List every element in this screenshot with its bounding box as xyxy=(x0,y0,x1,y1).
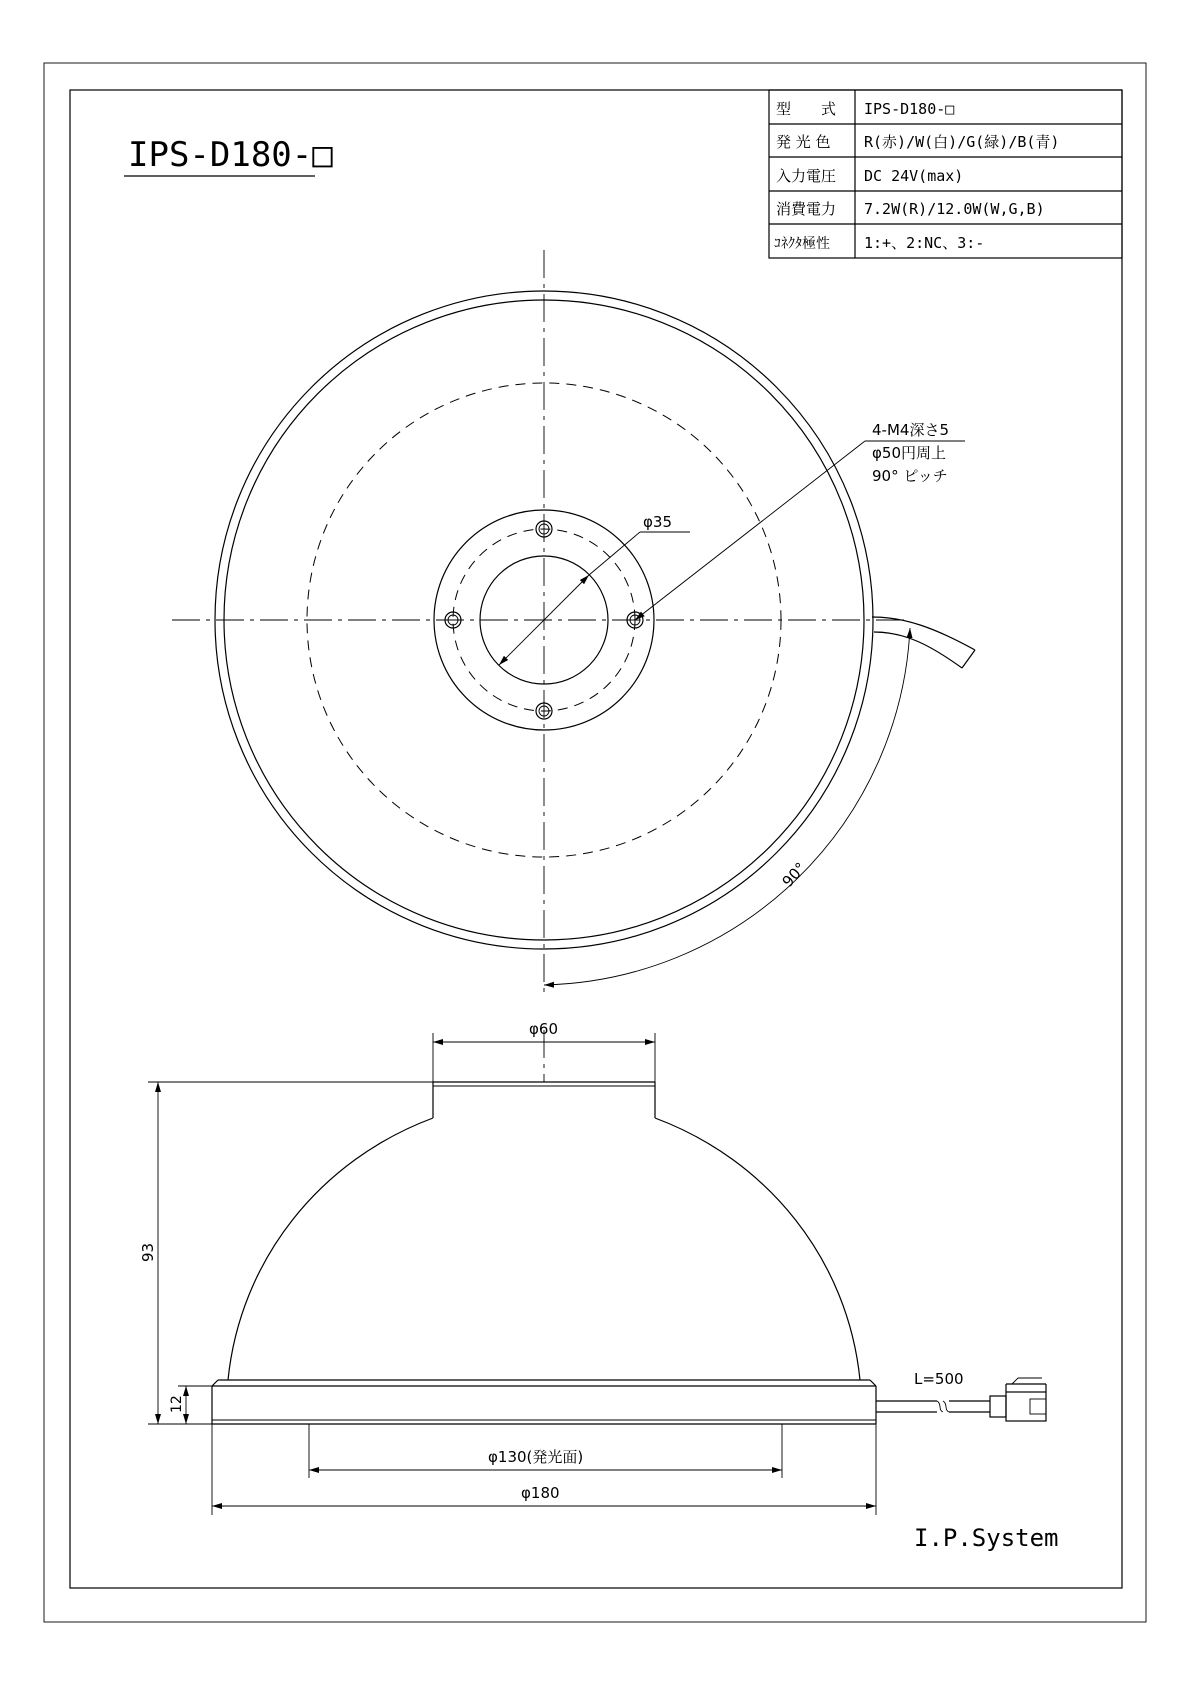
drawing-title: IPS-D180-□ xyxy=(128,135,333,175)
spec-label-power: 消費電力 xyxy=(776,200,837,218)
hole-note-line-1: 4-M4深さ5 xyxy=(872,421,949,439)
dome-left xyxy=(228,1118,433,1380)
angle-label: 90° xyxy=(778,858,810,891)
spec-label-model: 型 式 xyxy=(776,100,837,118)
spec-value-voltage: DC 24V(max) xyxy=(864,167,964,185)
base-chamfer-right xyxy=(870,1380,876,1386)
hole-note-line-2: φ50円周上 xyxy=(872,444,946,462)
top-view xyxy=(172,250,975,992)
connector-icon xyxy=(990,1378,1046,1421)
base-chamfer-left xyxy=(212,1380,218,1386)
spec-value-power: 7.2W(R)/12.0W(W,G,B) xyxy=(864,200,1045,218)
inner-dia-label: φ35 xyxy=(643,513,672,531)
cable-top-edge xyxy=(872,617,975,650)
side-view xyxy=(139,1020,1046,1515)
cable-bottom-edge xyxy=(874,632,962,668)
top-dia-label: φ60 xyxy=(529,1020,558,1038)
base-height-label: 12 xyxy=(169,1395,185,1413)
spec-label-polarity: ｺﾈｸﾀ極性 xyxy=(774,236,830,252)
spec-value-polarity: 1:+、2:NC、3:- xyxy=(864,234,985,252)
outer-dia-label: φ180 xyxy=(521,1484,560,1502)
spec-label-color: 発 光 色 xyxy=(776,133,831,151)
spec-label-voltage: 入力電圧 xyxy=(776,167,837,185)
cable-length-label: L=500 xyxy=(914,1370,964,1388)
spec-value-color: R(赤)/W(白)/G(緑)/B(青) xyxy=(864,133,1060,151)
angle-arc xyxy=(544,628,910,985)
spec-value-model: IPS-D180-□ xyxy=(864,100,955,118)
inner-border xyxy=(70,90,1122,1588)
hole-note-line-3: 90° ピッチ xyxy=(872,467,948,485)
spec-table xyxy=(769,90,1122,258)
emit-dia-label: φ130(発光面) xyxy=(488,1448,584,1466)
company-name: I.P.System xyxy=(914,1524,1059,1552)
height-label: 93 xyxy=(139,1242,157,1262)
side-cable xyxy=(876,1401,990,1412)
cable-end xyxy=(962,650,975,668)
outer-border xyxy=(44,63,1146,1622)
dome-right xyxy=(655,1118,860,1380)
